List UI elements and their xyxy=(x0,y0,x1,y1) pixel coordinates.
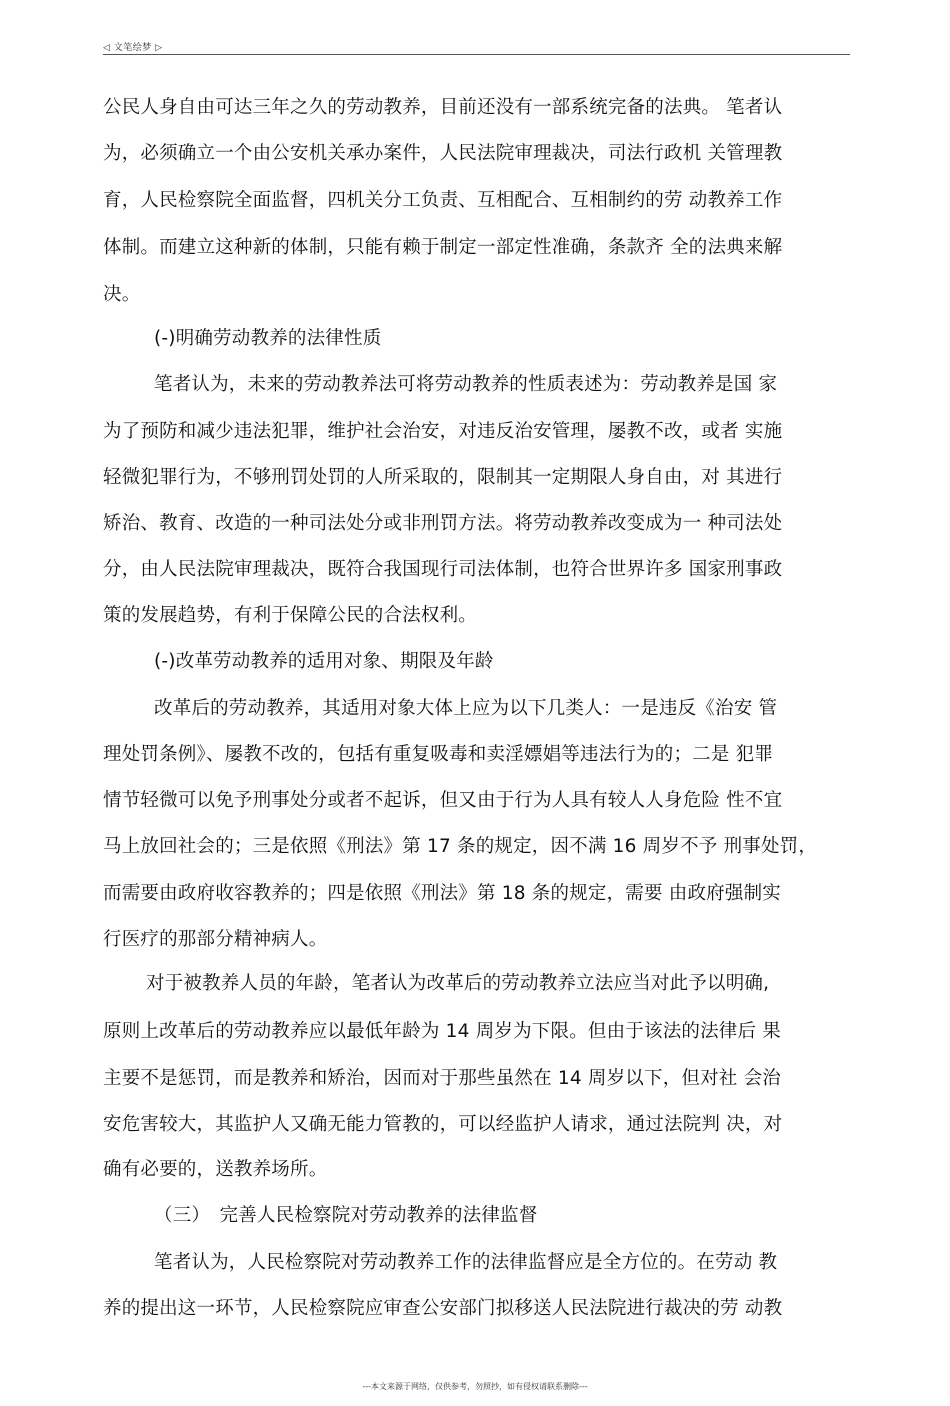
text-line: 笔者认为，人民检察院对劳动教养工作的法律监督应是全方位的。在劳动 教 xyxy=(154,1252,778,1273)
text-line: 为了预防和减少违法犯罪，维护社会治安，对违反治安管理，屡教不改，或者 实施 xyxy=(103,421,783,442)
text-line: 决。 xyxy=(103,284,141,305)
text-line: 轻微犯罪行为，不够刑罚处罚的人所采取的，限制其一定期限人身自由，对 其进行 xyxy=(103,467,783,488)
section-heading: (-)改革劳动教养的适用对象、期限及年龄 xyxy=(154,651,494,672)
page-footer: ---本文来源于网络，仅供参考，勿照抄，如有侵权请联系删除--- xyxy=(362,1382,588,1391)
text-line: 原则上改革后的劳动教养应以最低年龄为 14 周岁为下限。但由于该法的法律后 果 xyxy=(103,1021,781,1042)
section-heading: (-)明确劳动教养的法律性质 xyxy=(154,328,382,349)
text-line: 主要不是惩罚，而是教养和矫治，因而对于那些虽然在 14 周岁以下，但对社 会治 xyxy=(103,1068,781,1089)
text-line: 对于被教养人员的年龄，笔者认为改革后的劳动教养立法应当对此予以明确, xyxy=(146,973,770,994)
text-line: 养的提出这一环节，人民检察院应审查公安部门拟移送人民法院进行裁决的劳 动教 xyxy=(103,1298,783,1319)
text-line: 为，必须确立一个由公安机关承办案件，人民法院审理裁决，司法行政机 关管理教 xyxy=(103,143,783,164)
text-line: 行医疗的那部分精神病人。 xyxy=(103,929,328,950)
header-divider xyxy=(103,54,850,55)
text-line: 育，人民检察院全面监督，四机关分工负责、互相配合、互相制约的劳 动教养工作 xyxy=(103,190,783,211)
text-line: 策的发展趋势，有利于保障公民的合法权利。 xyxy=(103,605,478,626)
text-line: 确有必要的，送教养场所。 xyxy=(103,1159,328,1180)
text-line: 情节轻微可以免予刑事处分或者不起诉，但又由于行为人具有较人人身危险 性不宜 xyxy=(103,790,783,811)
text-line: 分，由人民法院审理裁决，既符合我国现行司法体制，也符合世界许多 国家刑事政 xyxy=(103,559,783,580)
text-line: 而需要由政府收容教养的；四是依照《刑法》第 18 条的规定，需要 由政府强制实 xyxy=(103,883,781,904)
page-header: ◁ 文笔绘梦 ▷ xyxy=(103,43,163,53)
text-line: 体制。而建立这种新的体制，只能有赖于制定一部定性准确，条款齐 全的法典来解 xyxy=(103,237,783,258)
text-line: 公民人身自由可达三年之久的劳动教养，目前还没有一部系统完备的法典。 笔者认 xyxy=(103,97,783,118)
text-line: 安危害较大，其监护人又确无能力管教的，可以经监护人请求，通过法院判 决，对 xyxy=(103,1114,783,1135)
text-line: 改革后的劳动教养，其适用对象大体上应为以下几类人：一是违反《治安 管 xyxy=(154,698,778,719)
text-line: 马上放回社会的；三是依照《刑法》第 17 条的规定，因不满 16 周岁不予 刑事处罚， xyxy=(103,836,818,857)
text-line: 矫治、教育、改造的一种司法处分或非刑罚方法。将劳动教养改变成为一 种司法处 xyxy=(103,513,783,534)
section-heading: （三） 完善人民检察院对劳动教养的法律监督 xyxy=(154,1205,538,1226)
text-line: 理处罚条例》、屡教不改的，包括有重复吸毒和卖淫嫖娼等违法行为的；二是 犯罪 xyxy=(103,744,774,765)
text-line: 笔者认为，未来的劳动教养法可将劳动教养的性质表述为：劳动教养是国 家 xyxy=(154,374,778,395)
